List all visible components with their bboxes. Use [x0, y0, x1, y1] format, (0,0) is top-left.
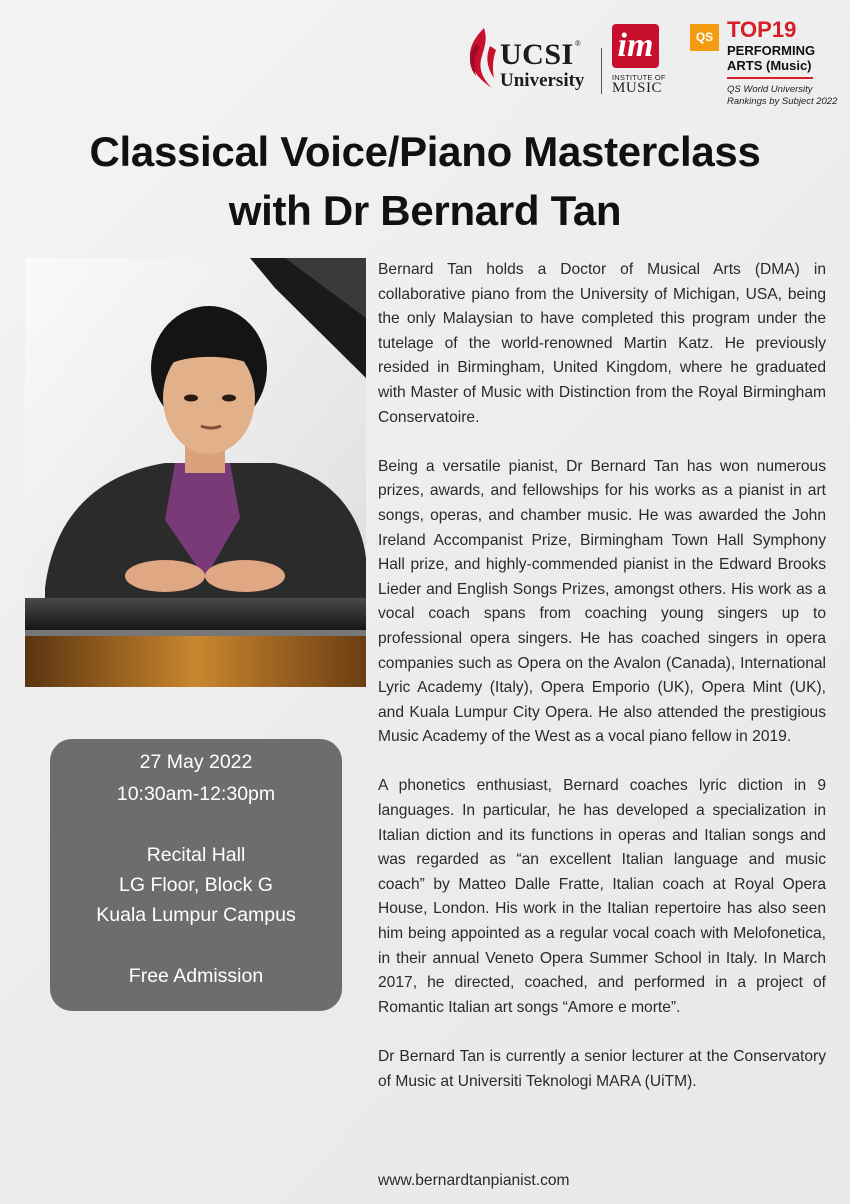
- page-title: [0, 122, 850, 240]
- bio-paragraph-2: Being a versatile pianist, Dr Bernard Tan has won numerous prizes, awards, and fellowships for his works as a pianist in art songs, operas, and chamber music. He was awarded the John Ireland Accompanist Prize, Birmingham Town Hall Symphony Hall prize, and highly-commended pianist in the Edward Brooks Lieder and English Songs Prizes, amongst others. His work as a vocal coach spans from coaching young singers up to professional opera singers. He has coached singers in opera companies such as Opera on the Avalon (Canada), International Lyric Academy (Italy), Opera Emporio (UK), Opera Mint (UK), and Kuala Lumpur City Opera. He also attended the prestigious Music Academy of the West as a vocal piano fellow in 2019.: [378, 457, 826, 746]
- website-link[interactable]: www.bernardtanpianist.com: [378, 1172, 570, 1189]
- registered-mark: ®: [574, 39, 581, 48]
- im-institute-label: INSTITUTE OF: [612, 73, 666, 82]
- event-time: 10:30am-12:30pm: [116, 783, 276, 805]
- bio-paragraph-4: Dr Bernard Tan is currently a senior lecturer at the Conservatory of Music at Universiti Teknologi MARA (UiTM).: [378, 1048, 826, 1090]
- institute-of-music-logo: [612, 24, 659, 68]
- bio-paragraph-3: A phonetics enthusiast, Bernard coaches lyric diction in 9 languages. In particular, he has developed a specialization in Italian diction and its functions in operas and Italian songs and was regarded as “an excellent Italian language and music coach” by Matteo Dalle Fratte, Italian coach at Royal Opera House, London. His work in the Italian repertoire has also seen him being appointed as a regular vocal coach with Melofonetica, in their annual Veneto Opera Summer School in Italy. In March 2017, he directed, coached, and performed in a project of Romantic Italian art songs “Amore e morte”.: [378, 777, 826, 1016]
- qs-category-line1: PERFORMING: [727, 43, 816, 58]
- im-music-label: MUSIC: [612, 80, 663, 96]
- portrait-photo: [25, 258, 366, 687]
- bio-paragraph-1: Bernard Tan holds a Doctor of Musical Arts (DMA) in collaborative piano from the University of Michigan, USA, being the only Malaysian to have completed this program under the tutelage of the world-renowned Martin Katz. He previously resided in Birmingham, United Kingdom, where he graduated with Master of Music with Distinction from the Royal Birmingham Conservatoire.: [378, 261, 826, 426]
- title-line1: Classical Voice/Piano Masterclass: [89, 128, 761, 175]
- qs-badge-icon: QS: [690, 24, 719, 51]
- ucsi-wordmark: [500, 40, 584, 90]
- qs-underline: [727, 77, 813, 79]
- event-venue: Recital Hall: [146, 844, 246, 866]
- ucsi-name: UCSI: [500, 38, 574, 71]
- header-logos: [462, 18, 842, 113]
- event-floor: LG Floor, Block G: [119, 874, 273, 896]
- event-date: 27 May 2022: [139, 751, 253, 773]
- qs-footnote-line2: Rankings by Subject 2022: [727, 96, 838, 107]
- ucsi-flame-logo-icon: [462, 26, 502, 90]
- im-letters: im: [617, 27, 654, 64]
- qs-category-line2: ARTS (Music): [727, 58, 812, 73]
- ucsi-subtitle: University: [500, 70, 585, 91]
- qs-rank: TOP19: [727, 17, 797, 42]
- qs-footnote-line1: QS World University: [727, 84, 813, 95]
- event-info-box: [50, 739, 342, 1011]
- title-line2: with Dr Bernard Tan: [228, 187, 622, 234]
- logo-divider: [601, 48, 602, 94]
- event-campus: Kuala Lumpur Campus: [96, 904, 296, 926]
- event-admission: Free Admission: [128, 965, 264, 987]
- biography: [378, 258, 826, 1119]
